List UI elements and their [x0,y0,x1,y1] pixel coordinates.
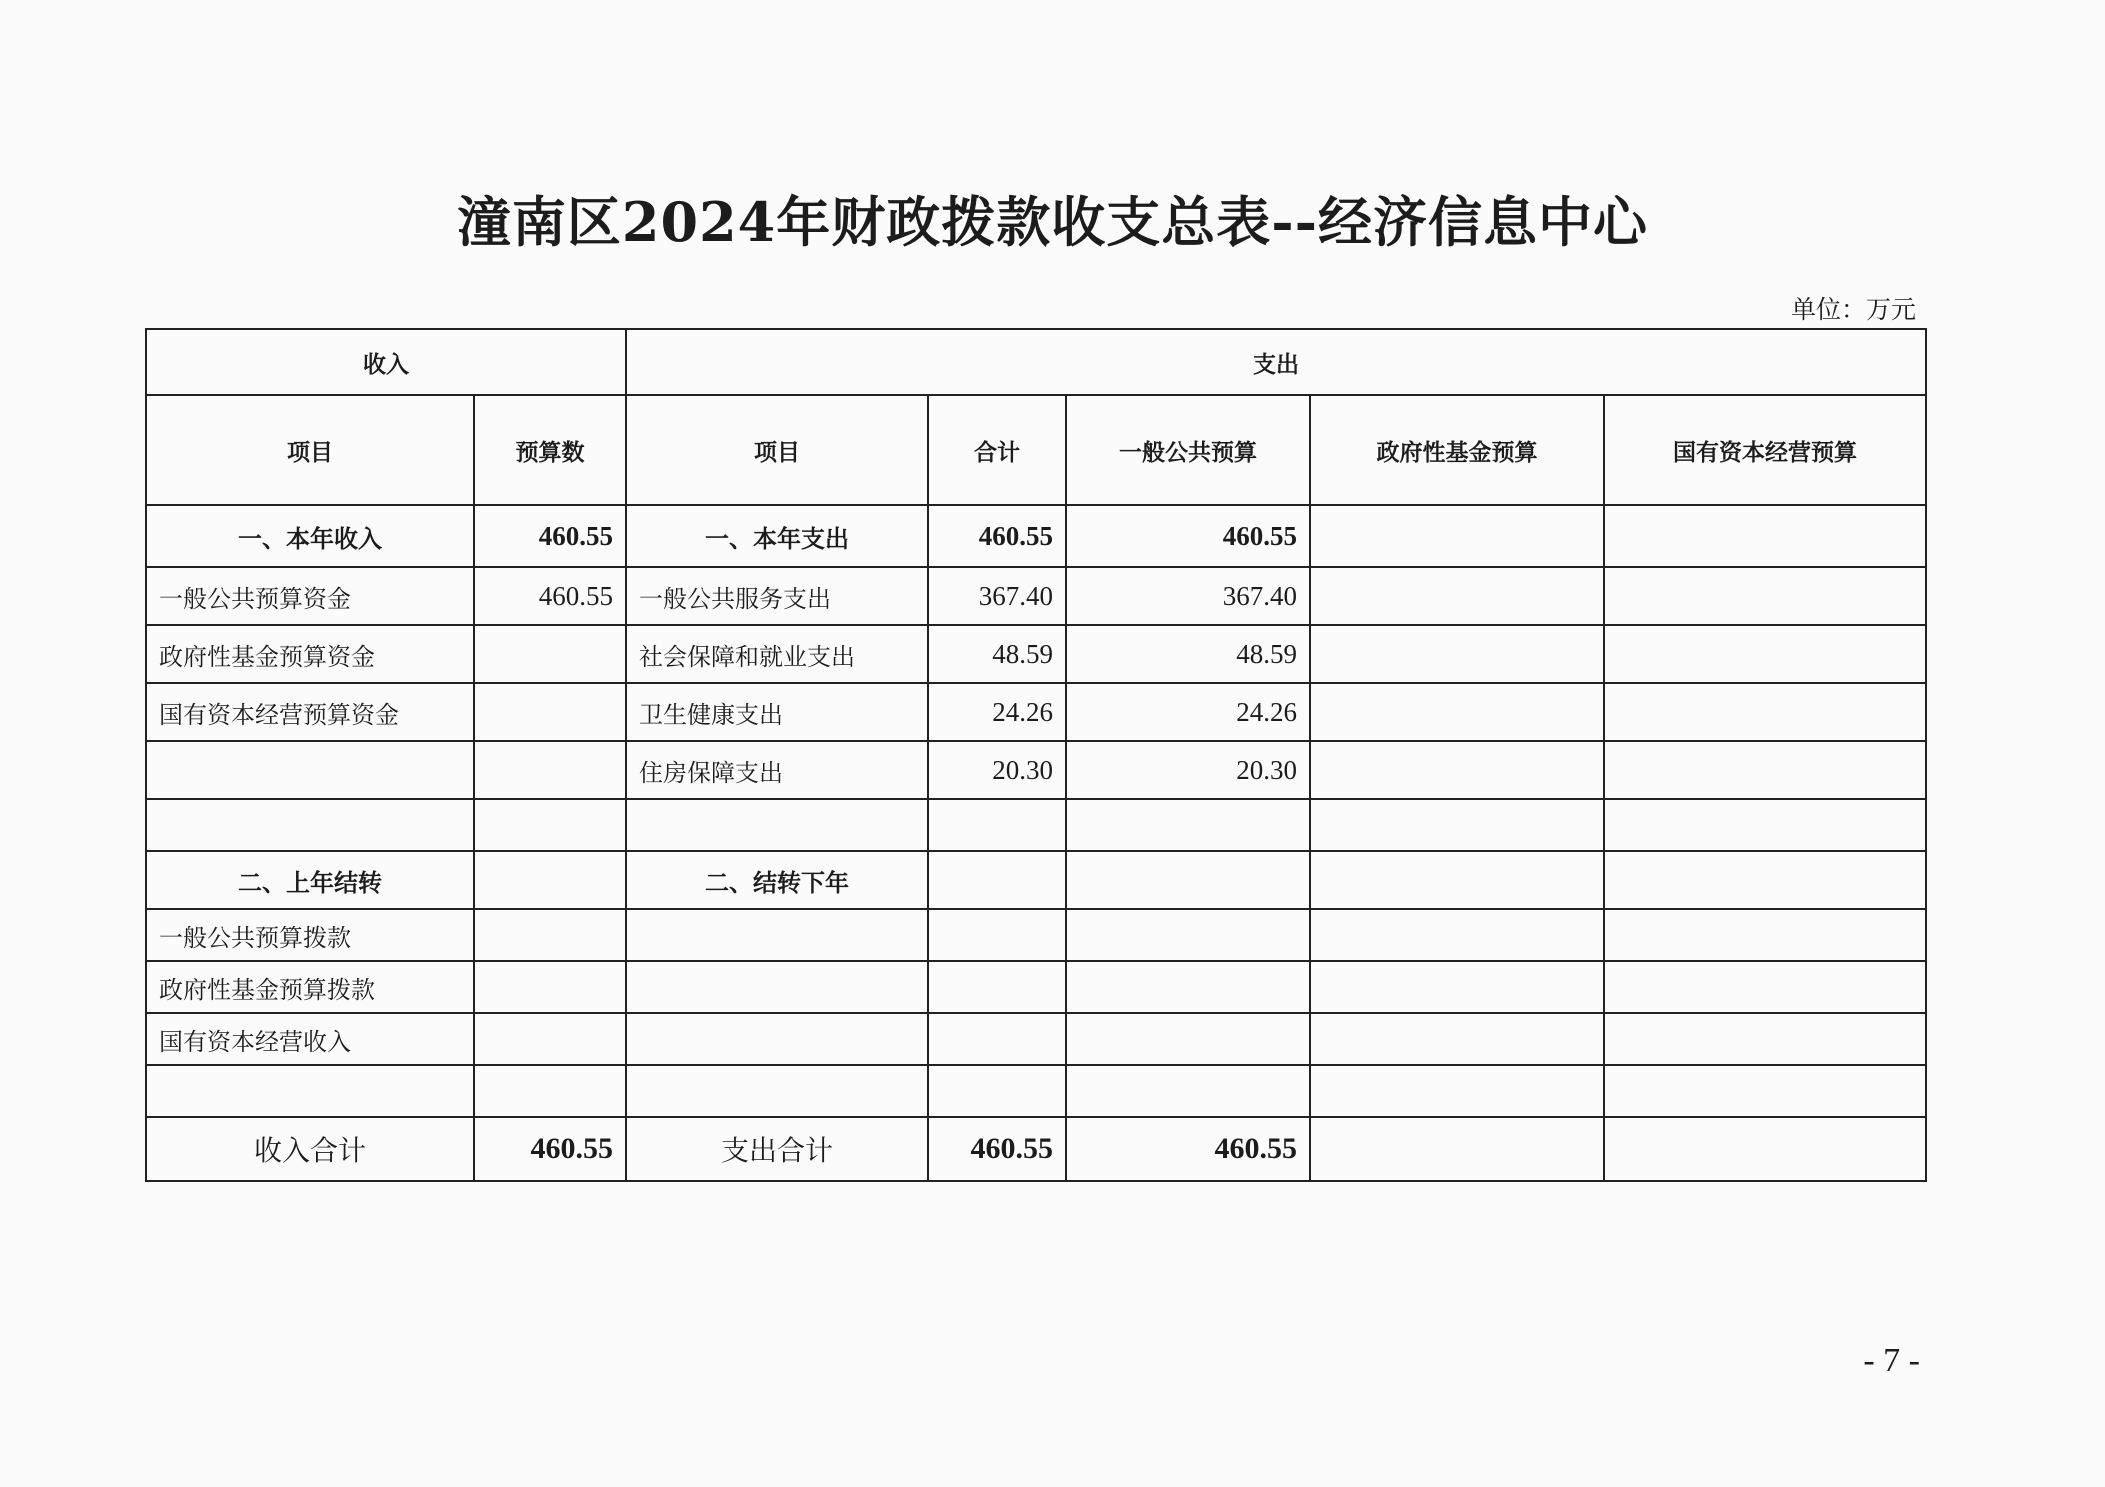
exp-item-cell: 一、本年支出 [626,505,928,567]
exp-state-capital-cell [1604,505,1926,567]
income-budget-cell [474,961,626,1013]
header-income-item: 项目 [146,395,474,505]
header-exp-item: 项目 [626,395,928,505]
exp-total-cell: 20.30 [928,741,1066,799]
income-budget-cell: 460.55 [474,567,626,625]
income-item-cell [146,799,474,851]
income-budget-cell [474,1065,626,1117]
income-item-cell: 政府性基金预算资金 [146,625,474,683]
table-row [146,567,1926,625]
exp-item-cell: 一般公共服务支出 [626,567,928,625]
income-item-cell: 国有资本经营预算资金 [146,683,474,741]
exp-gov-fund-cell [1310,567,1604,625]
income-item-cell [146,741,474,799]
income-budget-cell [474,1013,626,1065]
exp-state-capital-cell [1604,851,1926,909]
income-budget-cell [474,909,626,961]
header-income-budget: 预算数 [474,395,626,505]
exp-item-cell [626,909,928,961]
exp-total-cell [928,851,1066,909]
exp-general-cell [1066,1013,1310,1065]
exp-state-capital-cell [1604,961,1926,1013]
exp-item-cell: 住房保障支出 [626,741,928,799]
table-row [146,961,1926,1013]
exp-gov-fund-cell [1310,683,1604,741]
exp-total-cell [928,909,1066,961]
exp-gov-fund-cell [1310,1065,1604,1117]
exp-total-label: 支出合计 [626,1117,928,1181]
header-exp-gov-fund: 政府性基金预算 [1310,395,1604,505]
income-item-cell: 一般公共预算资金 [146,567,474,625]
exp-general-cell: 367.40 [1066,567,1310,625]
exp-item-cell [626,1065,928,1117]
exp-state-capital-cell [1604,683,1926,741]
table-row [146,625,1926,683]
table-row [146,799,1926,851]
income-budget-cell [474,851,626,909]
header-exp-state-capital: 国有资本经营预算 [1604,395,1926,505]
group-header-row [146,329,1926,395]
header-exp-general: 一般公共预算 [1066,395,1310,505]
income-item-cell: 一般公共预算拨款 [146,909,474,961]
table-row [146,741,1926,799]
exp-gov-fund-cell [1310,851,1604,909]
income-group-header: 收入 [146,329,626,395]
exp-gov-fund-cell [1310,799,1604,851]
exp-general-cell [1066,961,1310,1013]
header-exp-total: 合计 [928,395,1066,505]
exp-gov-fund-sum [1310,1117,1604,1181]
exp-total-cell: 460.55 [928,505,1066,567]
income-item-cell: 一、本年收入 [146,505,474,567]
table-row [146,683,1926,741]
table-row [146,1013,1926,1065]
income-budget-cell [474,625,626,683]
exp-state-capital-sum [1604,1117,1926,1181]
table-row [146,851,1926,909]
exp-gov-fund-cell [1310,909,1604,961]
exp-gov-fund-cell [1310,1013,1604,1065]
expenditure-group-header: 支出 [626,329,1926,395]
exp-item-cell [626,1013,928,1065]
exp-general-cell: 48.59 [1066,625,1310,683]
income-item-cell: 国有资本经营收入 [146,1013,474,1065]
income-budget-cell [474,799,626,851]
table-row [146,505,1926,567]
exp-state-capital-cell [1604,1065,1926,1117]
exp-general-cell: 24.26 [1066,683,1310,741]
exp-state-capital-cell [1604,741,1926,799]
exp-general-cell [1066,1065,1310,1117]
exp-general-cell [1066,909,1310,961]
exp-item-cell: 卫生健康支出 [626,683,928,741]
income-total-value: 460.55 [474,1117,626,1181]
exp-gov-fund-cell [1310,741,1604,799]
exp-general-cell: 460.55 [1066,505,1310,567]
table-row [146,909,1926,961]
unit-label: 单位：万元 [1790,295,1916,324]
income-item-cell: 二、上年结转 [146,851,474,909]
exp-total-cell: 48.59 [928,625,1066,683]
exp-gov-fund-cell [1310,961,1604,1013]
income-budget-cell: 460.55 [474,505,626,567]
income-item-cell [146,1065,474,1117]
exp-general-sum: 460.55 [1066,1117,1310,1181]
income-item-cell: 政府性基金预算拨款 [146,961,474,1013]
exp-total-cell: 367.40 [928,567,1066,625]
exp-state-capital-cell [1604,567,1926,625]
exp-total-sum: 460.55 [928,1117,1066,1181]
totals-row [146,1117,1926,1181]
exp-item-cell: 二、结转下年 [626,851,928,909]
exp-total-cell [928,961,1066,1013]
exp-gov-fund-cell [1310,625,1604,683]
exp-state-capital-cell [1604,625,1926,683]
income-budget-cell [474,741,626,799]
exp-general-cell [1066,799,1310,851]
table-row [146,1065,1926,1117]
exp-total-cell [928,799,1066,851]
exp-state-capital-cell [1604,909,1926,961]
exp-item-cell [626,961,928,1013]
column-header-row [146,395,1926,505]
budget-table [145,328,1927,1182]
exp-general-cell: 20.30 [1066,741,1310,799]
exp-item-cell [626,799,928,851]
exp-state-capital-cell [1604,799,1926,851]
exp-total-cell [928,1013,1066,1065]
exp-state-capital-cell [1604,1013,1926,1065]
page-number: - 7 - [1863,1342,1920,1379]
page-title: 潼南区2024年财政拨款收支总表--经济信息中心 [456,190,1649,254]
income-total-label: 收入合计 [146,1117,474,1181]
exp-gov-fund-cell [1310,505,1604,567]
exp-total-cell [928,1065,1066,1117]
exp-general-cell [1066,851,1310,909]
exp-total-cell: 24.26 [928,683,1066,741]
exp-item-cell: 社会保障和就业支出 [626,625,928,683]
income-budget-cell [474,683,626,741]
